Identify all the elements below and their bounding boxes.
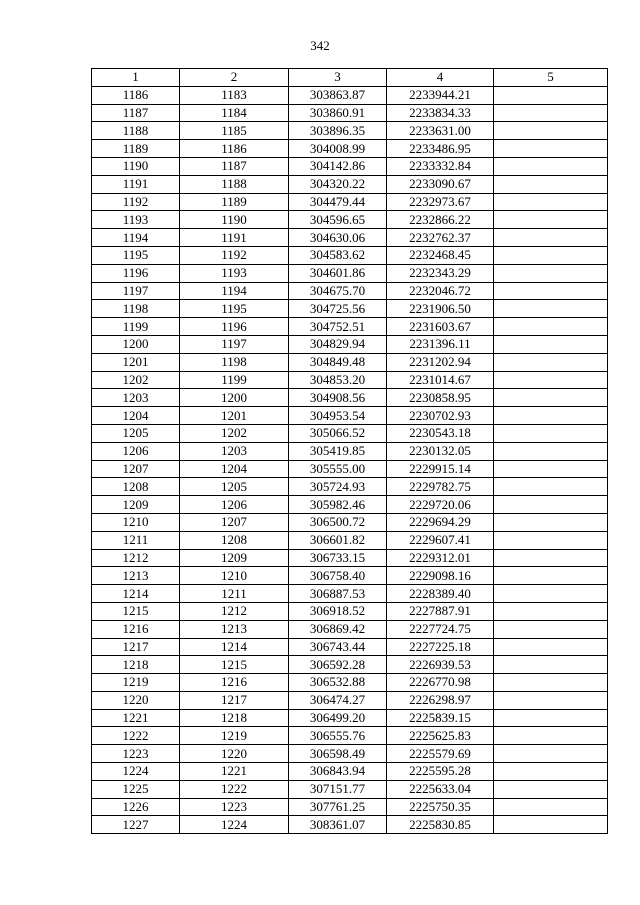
table-cell-col-1: 1223 bbox=[92, 745, 180, 763]
table-cell-col-3: 306887.53 bbox=[289, 585, 387, 603]
table-cell-col-1: 1192 bbox=[92, 193, 180, 211]
table-row bbox=[92, 193, 608, 211]
table-cell-col-3: 304142.86 bbox=[289, 157, 387, 175]
table-row bbox=[92, 389, 608, 407]
table-cell-col-1: 1186 bbox=[92, 86, 180, 104]
table-cell-col-2: 1217 bbox=[180, 691, 289, 709]
table-cell-col-2: 1204 bbox=[180, 460, 289, 478]
table-cell-col-2: 1199 bbox=[180, 371, 289, 389]
table-cell-col-2: 1219 bbox=[180, 727, 289, 745]
table-cell-col-3: 306499.20 bbox=[289, 709, 387, 727]
table-cell-col-3: 304849.48 bbox=[289, 353, 387, 371]
table-row bbox=[92, 780, 608, 798]
table-cell-col-5 bbox=[494, 335, 608, 353]
table-cell-col-3: 306758.40 bbox=[289, 567, 387, 585]
table-cell-col-1: 1202 bbox=[92, 371, 180, 389]
table-cell-col-5 bbox=[494, 691, 608, 709]
table-cell-col-4: 2229694.29 bbox=[387, 513, 494, 531]
table-cell-col-1: 1224 bbox=[92, 763, 180, 781]
table-cell-col-1: 1208 bbox=[92, 478, 180, 496]
table-cell-col-5 bbox=[494, 602, 608, 620]
table-cell-col-5 bbox=[494, 353, 608, 371]
table-cell-col-3: 306555.76 bbox=[289, 727, 387, 745]
table-cell-col-5 bbox=[494, 549, 608, 567]
table-cell-col-4: 2229098.16 bbox=[387, 567, 494, 585]
table-row bbox=[92, 798, 608, 816]
table-row bbox=[92, 122, 608, 140]
header-col-3: 3 bbox=[289, 69, 387, 87]
table-cell-col-5 bbox=[494, 211, 608, 229]
table-cell-col-2: 1221 bbox=[180, 763, 289, 781]
table-row bbox=[92, 585, 608, 603]
table-cell-col-1: 1214 bbox=[92, 585, 180, 603]
table-cell-col-1: 1216 bbox=[92, 620, 180, 638]
table-cell-col-5 bbox=[494, 424, 608, 442]
table-cell-col-4: 2227724.75 bbox=[387, 620, 494, 638]
table-cell-col-2: 1201 bbox=[180, 407, 289, 425]
table-cell-col-3: 304829.94 bbox=[289, 335, 387, 353]
table-cell-col-5 bbox=[494, 478, 608, 496]
table-cell-col-5 bbox=[494, 157, 608, 175]
table-cell-col-5 bbox=[494, 620, 608, 638]
table-cell-col-2: 1202 bbox=[180, 424, 289, 442]
table-row bbox=[92, 745, 608, 763]
table-row bbox=[92, 246, 608, 264]
table-cell-col-5 bbox=[494, 229, 608, 247]
table-cell-col-3: 307761.25 bbox=[289, 798, 387, 816]
table-cell-col-2: 1198 bbox=[180, 353, 289, 371]
table-cell-col-4: 2233332.84 bbox=[387, 157, 494, 175]
table-cell-col-3: 304908.56 bbox=[289, 389, 387, 407]
table-cell-col-3: 304320.22 bbox=[289, 175, 387, 193]
table-cell-col-2: 1200 bbox=[180, 389, 289, 407]
table-cell-col-4: 2233486.95 bbox=[387, 140, 494, 158]
table-cell-col-5 bbox=[494, 407, 608, 425]
table-cell-col-2: 1190 bbox=[180, 211, 289, 229]
table-cell-col-5 bbox=[494, 389, 608, 407]
table-row bbox=[92, 424, 608, 442]
table-row bbox=[92, 620, 608, 638]
table-cell-col-1: 1221 bbox=[92, 709, 180, 727]
table-row bbox=[92, 496, 608, 514]
table-cell-col-5 bbox=[494, 318, 608, 336]
table-cell-col-5 bbox=[494, 300, 608, 318]
table-cell-col-2: 1216 bbox=[180, 674, 289, 692]
table-cell-col-1: 1209 bbox=[92, 496, 180, 514]
table-row bbox=[92, 691, 608, 709]
table-cell-col-1: 1194 bbox=[92, 229, 180, 247]
table-cell-col-5 bbox=[494, 674, 608, 692]
table-row bbox=[92, 567, 608, 585]
table-cell-col-4: 2229915.14 bbox=[387, 460, 494, 478]
table-cell-col-4: 2232046.72 bbox=[387, 282, 494, 300]
table-cell-col-2: 1220 bbox=[180, 745, 289, 763]
table-row bbox=[92, 602, 608, 620]
table-row bbox=[92, 157, 608, 175]
table-cell-col-5 bbox=[494, 282, 608, 300]
table-cell-col-5 bbox=[494, 745, 608, 763]
table-cell-col-1: 1190 bbox=[92, 157, 180, 175]
table-cell-col-1: 1204 bbox=[92, 407, 180, 425]
table-cell-col-2: 1184 bbox=[180, 104, 289, 122]
table-cell-col-2: 1203 bbox=[180, 442, 289, 460]
table-row bbox=[92, 816, 608, 834]
table-cell-col-3: 304008.99 bbox=[289, 140, 387, 158]
table-cell-col-3: 306601.82 bbox=[289, 531, 387, 549]
table-cell-col-3: 306500.72 bbox=[289, 513, 387, 531]
table-row bbox=[92, 104, 608, 122]
table-cell-col-3: 306474.27 bbox=[289, 691, 387, 709]
table-cell-col-4: 2229782.75 bbox=[387, 478, 494, 496]
table-cell-col-1: 1189 bbox=[92, 140, 180, 158]
table-cell-col-4: 2225750.35 bbox=[387, 798, 494, 816]
table-cell-col-1: 1187 bbox=[92, 104, 180, 122]
table-cell-col-1: 1213 bbox=[92, 567, 180, 585]
table-cell-col-3: 306843.94 bbox=[289, 763, 387, 781]
table-row bbox=[92, 140, 608, 158]
table-row bbox=[92, 229, 608, 247]
table-cell-col-4: 2230543.18 bbox=[387, 424, 494, 442]
table-cell-col-5 bbox=[494, 709, 608, 727]
table-cell-col-5 bbox=[494, 496, 608, 514]
table-cell-col-2: 1189 bbox=[180, 193, 289, 211]
table-cell-col-2: 1186 bbox=[180, 140, 289, 158]
table-cell-col-1: 1198 bbox=[92, 300, 180, 318]
table-header bbox=[92, 69, 608, 87]
table-cell-col-4: 2229312.01 bbox=[387, 549, 494, 567]
table-cell-col-4: 2230702.93 bbox=[387, 407, 494, 425]
table-cell-col-3: 304596.65 bbox=[289, 211, 387, 229]
table-cell-col-5 bbox=[494, 585, 608, 603]
table-cell-col-2: 1196 bbox=[180, 318, 289, 336]
table-cell-col-1: 1203 bbox=[92, 389, 180, 407]
table-cell-col-2: 1209 bbox=[180, 549, 289, 567]
table-cell-col-5 bbox=[494, 513, 608, 531]
table-cell-col-5 bbox=[494, 264, 608, 282]
table-row bbox=[92, 763, 608, 781]
table-cell-col-4: 2232973.67 bbox=[387, 193, 494, 211]
table-row bbox=[92, 531, 608, 549]
table-cell-col-2: 1207 bbox=[180, 513, 289, 531]
table-cell-col-3: 303863.87 bbox=[289, 86, 387, 104]
table-row bbox=[92, 513, 608, 531]
table-cell-col-3: 305724.93 bbox=[289, 478, 387, 496]
table-row bbox=[92, 549, 608, 567]
table-cell-col-3: 304630.06 bbox=[289, 229, 387, 247]
table-cell-col-5 bbox=[494, 122, 608, 140]
table-cell-col-4: 2228389.40 bbox=[387, 585, 494, 603]
table-cell-col-4: 2231202.94 bbox=[387, 353, 494, 371]
table-cell-col-3: 304725.56 bbox=[289, 300, 387, 318]
table-cell-col-1: 1227 bbox=[92, 816, 180, 834]
table-cell-col-3: 306733.15 bbox=[289, 549, 387, 567]
table-cell-col-5 bbox=[494, 816, 608, 834]
table-cell-col-5 bbox=[494, 442, 608, 460]
table-cell-col-1: 1212 bbox=[92, 549, 180, 567]
table-cell-col-5 bbox=[494, 638, 608, 656]
table-cell-col-1: 1197 bbox=[92, 282, 180, 300]
table-cell-col-3: 306532.88 bbox=[289, 674, 387, 692]
table-cell-col-3: 306869.42 bbox=[289, 620, 387, 638]
table-cell-col-1: 1206 bbox=[92, 442, 180, 460]
table-row bbox=[92, 353, 608, 371]
table-row bbox=[92, 656, 608, 674]
table-row bbox=[92, 460, 608, 478]
table-cell-col-5 bbox=[494, 86, 608, 104]
table-cell-col-2: 1193 bbox=[180, 264, 289, 282]
table-cell-col-3: 304675.70 bbox=[289, 282, 387, 300]
table-cell-col-5 bbox=[494, 460, 608, 478]
table-cell-col-1: 1196 bbox=[92, 264, 180, 282]
table-cell-col-2: 1183 bbox=[180, 86, 289, 104]
table-cell-col-5 bbox=[494, 798, 608, 816]
header-row bbox=[92, 69, 608, 87]
table-cell-col-4: 2225625.83 bbox=[387, 727, 494, 745]
table-cell-col-5 bbox=[494, 246, 608, 264]
table-cell-col-5 bbox=[494, 104, 608, 122]
table-cell-col-1: 1191 bbox=[92, 175, 180, 193]
table-cell-col-2: 1224 bbox=[180, 816, 289, 834]
table-cell-col-4: 2225839.15 bbox=[387, 709, 494, 727]
table-cell-col-1: 1225 bbox=[92, 780, 180, 798]
table-cell-col-5 bbox=[494, 371, 608, 389]
table-cell-col-3: 304601.86 bbox=[289, 264, 387, 282]
table-row bbox=[92, 638, 608, 656]
table-cell-col-1: 1215 bbox=[92, 602, 180, 620]
table-cell-col-4: 2232468.45 bbox=[387, 246, 494, 264]
table-cell-col-5 bbox=[494, 140, 608, 158]
table-cell-col-3: 305982.46 bbox=[289, 496, 387, 514]
table-cell-col-2: 1197 bbox=[180, 335, 289, 353]
table-cell-col-4: 2226770.98 bbox=[387, 674, 494, 692]
table-cell-col-1: 1210 bbox=[92, 513, 180, 531]
table-cell-col-4: 2225830.85 bbox=[387, 816, 494, 834]
table-cell-col-3: 303896.35 bbox=[289, 122, 387, 140]
table-cell-col-4: 2227887.91 bbox=[387, 602, 494, 620]
table-cell-col-4: 2229607.41 bbox=[387, 531, 494, 549]
table-cell-col-1: 1200 bbox=[92, 335, 180, 353]
table-row bbox=[92, 442, 608, 460]
table-cell-col-4: 2231603.67 bbox=[387, 318, 494, 336]
table-cell-col-1: 1193 bbox=[92, 211, 180, 229]
table-cell-col-5 bbox=[494, 780, 608, 798]
table-cell-col-3: 304953.54 bbox=[289, 407, 387, 425]
table-cell-col-2: 1211 bbox=[180, 585, 289, 603]
table-cell-col-3: 305066.52 bbox=[289, 424, 387, 442]
table-cell-col-2: 1194 bbox=[180, 282, 289, 300]
table-cell-col-1: 1226 bbox=[92, 798, 180, 816]
table-cell-col-4: 2232343.29 bbox=[387, 264, 494, 282]
table-row bbox=[92, 318, 608, 336]
table-row bbox=[92, 86, 608, 104]
table-cell-col-3: 306743.44 bbox=[289, 638, 387, 656]
table-cell-col-1: 1217 bbox=[92, 638, 180, 656]
table-cell-col-3: 304853.20 bbox=[289, 371, 387, 389]
table-row bbox=[92, 211, 608, 229]
table-cell-col-2: 1214 bbox=[180, 638, 289, 656]
table-cell-col-5 bbox=[494, 531, 608, 549]
table-cell-col-2: 1213 bbox=[180, 620, 289, 638]
table-cell-col-4: 2233944.21 bbox=[387, 86, 494, 104]
table-cell-col-2: 1192 bbox=[180, 246, 289, 264]
table-row bbox=[92, 175, 608, 193]
table-cell-col-3: 304479.44 bbox=[289, 193, 387, 211]
table-row bbox=[92, 282, 608, 300]
table-cell-col-1: 1222 bbox=[92, 727, 180, 745]
page-number: 342 bbox=[310, 38, 330, 53]
table-cell-col-4: 2233834.33 bbox=[387, 104, 494, 122]
table-row bbox=[92, 335, 608, 353]
table-cell-col-4: 2232866.22 bbox=[387, 211, 494, 229]
table-cell-col-2: 1208 bbox=[180, 531, 289, 549]
table-cell-col-1: 1201 bbox=[92, 353, 180, 371]
table-cell-col-3: 306592.28 bbox=[289, 656, 387, 674]
table-row bbox=[92, 300, 608, 318]
table-cell-col-2: 1195 bbox=[180, 300, 289, 318]
table-cell-col-1: 1218 bbox=[92, 656, 180, 674]
table-cell-col-2: 1185 bbox=[180, 122, 289, 140]
table-cell-col-3: 305419.85 bbox=[289, 442, 387, 460]
table-cell-col-5 bbox=[494, 763, 608, 781]
table-cell-col-4: 2230858.95 bbox=[387, 389, 494, 407]
table-row bbox=[92, 264, 608, 282]
table-cell-col-2: 1206 bbox=[180, 496, 289, 514]
table-cell-col-4: 2231396.11 bbox=[387, 335, 494, 353]
table-cell-col-1: 1199 bbox=[92, 318, 180, 336]
table-cell-col-1: 1195 bbox=[92, 246, 180, 264]
table-cell-col-1: 1219 bbox=[92, 674, 180, 692]
table-cell-col-5 bbox=[494, 727, 608, 745]
table-cell-col-1: 1211 bbox=[92, 531, 180, 549]
table-cell-col-3: 305555.00 bbox=[289, 460, 387, 478]
table-cell-col-2: 1218 bbox=[180, 709, 289, 727]
table-cell-col-4: 2232762.37 bbox=[387, 229, 494, 247]
table-row bbox=[92, 709, 608, 727]
table-cell-col-4: 2233631.00 bbox=[387, 122, 494, 140]
table-cell-col-2: 1215 bbox=[180, 656, 289, 674]
table-body bbox=[92, 86, 608, 833]
table-cell-col-4: 2229720.06 bbox=[387, 496, 494, 514]
coordinates-table bbox=[91, 68, 608, 834]
table-cell-col-4: 2231906.50 bbox=[387, 300, 494, 318]
table-cell-col-4: 2227225.18 bbox=[387, 638, 494, 656]
table-cell-col-1: 1188 bbox=[92, 122, 180, 140]
table-cell-col-1: 1207 bbox=[92, 460, 180, 478]
table-cell-col-3: 307151.77 bbox=[289, 780, 387, 798]
table-cell-col-2: 1223 bbox=[180, 798, 289, 816]
table-row bbox=[92, 674, 608, 692]
header-col-2: 2 bbox=[180, 69, 289, 87]
table-row bbox=[92, 407, 608, 425]
table-cell-col-4: 2226298.97 bbox=[387, 691, 494, 709]
table-cell-col-5 bbox=[494, 656, 608, 674]
table-cell-col-5 bbox=[494, 193, 608, 211]
table-cell-col-3: 306918.52 bbox=[289, 602, 387, 620]
table-cell-col-2: 1191 bbox=[180, 229, 289, 247]
header-col-1: 1 bbox=[92, 69, 180, 87]
table-cell-col-5 bbox=[494, 567, 608, 585]
table-row bbox=[92, 478, 608, 496]
table-cell-col-2: 1212 bbox=[180, 602, 289, 620]
table-row bbox=[92, 371, 608, 389]
table-cell-col-3: 304752.51 bbox=[289, 318, 387, 336]
header-col-5: 5 bbox=[494, 69, 608, 87]
table-cell-col-1: 1220 bbox=[92, 691, 180, 709]
table-cell-col-2: 1188 bbox=[180, 175, 289, 193]
table-cell-col-3: 308361.07 bbox=[289, 816, 387, 834]
header-col-4: 4 bbox=[387, 69, 494, 87]
table-cell-col-2: 1210 bbox=[180, 567, 289, 585]
table-cell-col-1: 1205 bbox=[92, 424, 180, 442]
table-cell-col-2: 1205 bbox=[180, 478, 289, 496]
table-cell-col-4: 2233090.67 bbox=[387, 175, 494, 193]
table-cell-col-2: 1222 bbox=[180, 780, 289, 798]
table-cell-col-4: 2230132.05 bbox=[387, 442, 494, 460]
table-cell-col-4: 2226939.53 bbox=[387, 656, 494, 674]
table-cell-col-4: 2231014.67 bbox=[387, 371, 494, 389]
table-cell-col-4: 2225579.69 bbox=[387, 745, 494, 763]
table-cell-col-2: 1187 bbox=[180, 157, 289, 175]
table-cell-col-4: 2225633.04 bbox=[387, 780, 494, 798]
table-cell-col-4: 2225595.28 bbox=[387, 763, 494, 781]
table-row bbox=[92, 727, 608, 745]
table-cell-col-5 bbox=[494, 175, 608, 193]
table-cell-col-3: 303860.91 bbox=[289, 104, 387, 122]
table-cell-col-3: 306598.49 bbox=[289, 745, 387, 763]
table-cell-col-3: 304583.62 bbox=[289, 246, 387, 264]
